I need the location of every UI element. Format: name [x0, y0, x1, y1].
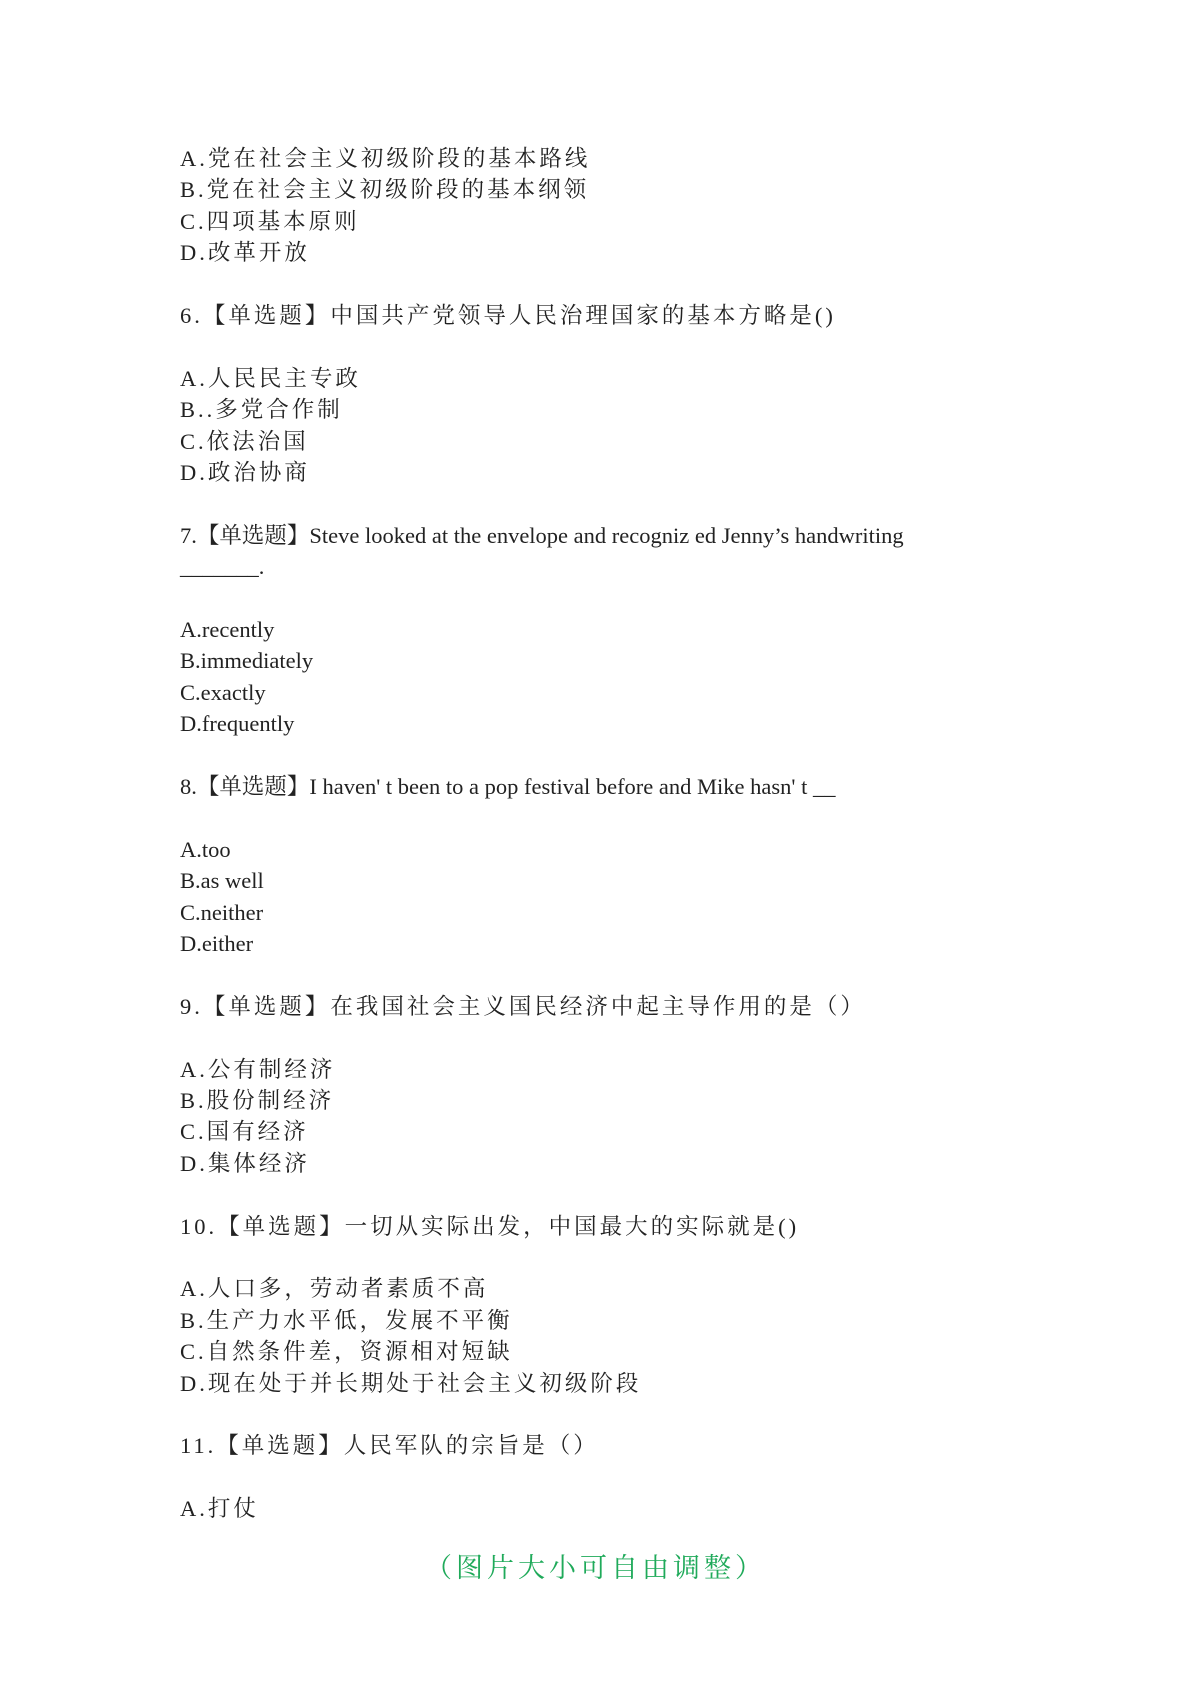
spacer	[180, 1179, 980, 1210]
option-7b: B.immediately	[180, 648, 314, 674]
question-list	[180, 143, 980, 1525]
option-8d: D.either	[180, 931, 254, 957]
spacer	[180, 583, 980, 614]
option-9d: D.集体经济	[180, 1150, 310, 1176]
spacer	[180, 1399, 980, 1430]
question-9: 9.【单选题】在我国社会主义国民经济中起主导作用的是（）	[180, 993, 866, 1019]
resize-note: （图片大小可自由调整）	[425, 1553, 766, 1584]
option-11a: A.打仗	[180, 1496, 259, 1522]
option-10d: D.现在处于并长期处于社会主义初级阶段	[180, 1370, 642, 1396]
spacer	[180, 959, 980, 990]
option-7c: C.exactly	[180, 679, 266, 705]
option-6c: C.依法治国	[180, 428, 309, 454]
question-6: 6.【单选题】中国共产党领导人民治理国家的基本方略是()	[180, 303, 836, 329]
option-9c: C.国有经济	[180, 1119, 309, 1145]
option-10c: C.自然条件差，资源相对短缺	[180, 1339, 513, 1365]
option-9b: B.股份制经济	[180, 1088, 335, 1114]
spacer	[180, 269, 980, 300]
option-9a: A.公有制经济	[180, 1056, 336, 1082]
spacer	[180, 331, 980, 362]
option-5a: A.党在社会主义初级阶段的基本路线	[180, 146, 591, 171]
option-8a: A.too	[180, 836, 231, 862]
spacer	[180, 1242, 980, 1273]
option-5d: D.改革开放	[180, 240, 310, 266]
spacer	[180, 1462, 980, 1493]
question-7: 7.【单选题】Steve looked at the envelope and recogniz ed Jenny’s handwriting _______.	[180, 522, 904, 580]
option-7d: D.frequently	[180, 711, 295, 737]
option-6d: D.政治协商	[180, 460, 310, 486]
option-7a: A.recently	[180, 617, 275, 643]
option-8b: B.as well	[180, 868, 264, 894]
question-8: 8.【单选题】I haven' t been to a pop festival before and Mike hasn' t __	[180, 774, 836, 800]
option-10a: A.人口多，劳动者素质不高	[180, 1276, 489, 1302]
option-5c: C.四项基本原则	[180, 208, 360, 234]
spacer	[180, 1022, 980, 1053]
option-5b: B.党在社会主义初级阶段的基本纲领	[180, 177, 590, 203]
question-10: 10.【单选题】一切从实际出发，中国最大的实际就是()	[180, 1213, 800, 1239]
option-6b: B..多党合作制	[180, 397, 343, 423]
option-6a: A.人民民主专政	[180, 365, 361, 391]
spacer	[180, 802, 980, 833]
option-8c: C.neither	[180, 899, 264, 925]
spacer	[180, 740, 980, 771]
spacer	[180, 488, 980, 519]
option-10b: B.生产力水平低，发展不平衡	[180, 1307, 513, 1333]
question-11: 11.【单选题】人民军队的宗旨是（）	[180, 1433, 599, 1459]
